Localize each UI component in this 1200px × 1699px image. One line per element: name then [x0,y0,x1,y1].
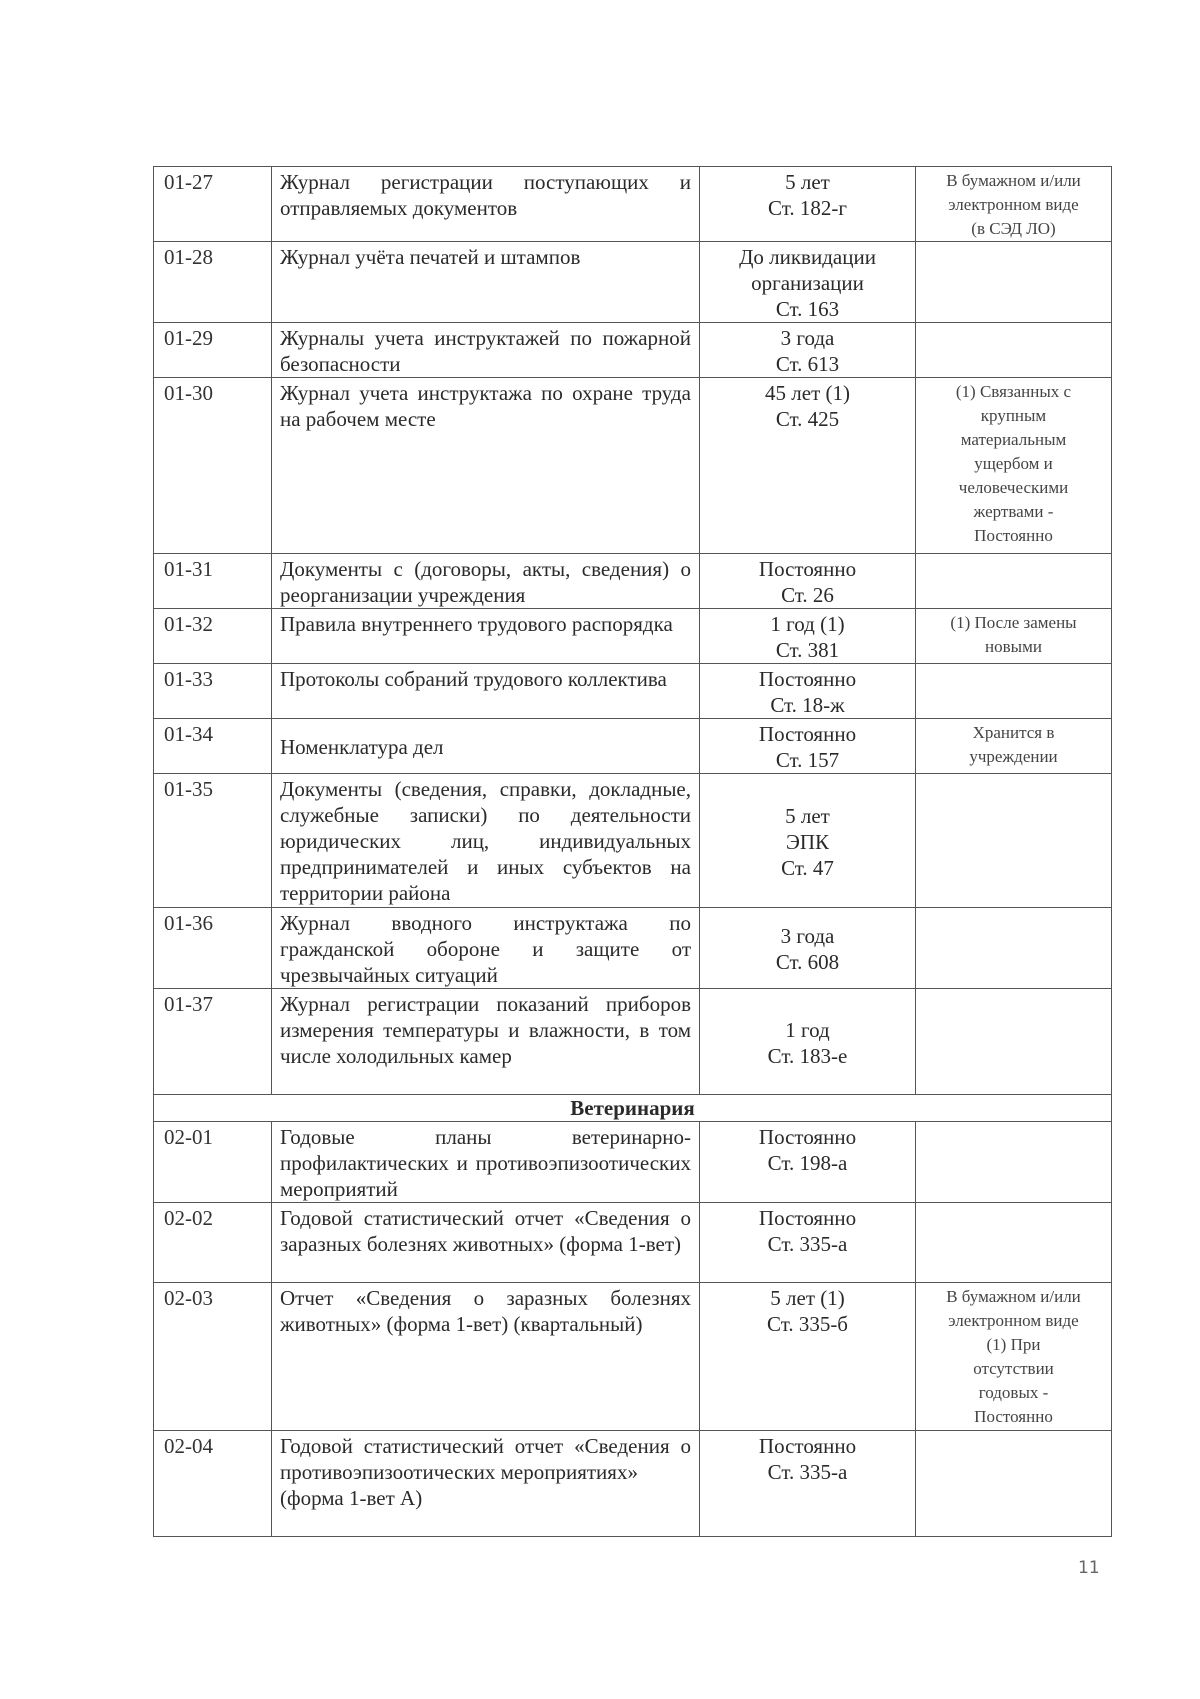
row-title: Журнал регистрации показаний приборов измерения температуры и влажности, в том числе холодильных камер [272,989,700,1095]
row-term: 1 год (1) Ст. 381 [700,609,916,664]
row-index: 01-33 [154,664,272,719]
row-term: До ликвидации организации Ст. 163 [700,242,916,323]
row-title: Документы с (договоры, акты, сведения) о реорганизации учреждения [272,554,700,609]
row-term: Постоянно Ст. 335-а [700,1203,916,1283]
row-index: 02-04 [154,1431,272,1537]
row-title: Правила внутреннего трудового распорядка [272,609,700,664]
row-title: Журналы учета инструктажей по пожарной безопасности [272,323,700,378]
row-index: 01-36 [154,908,272,989]
row-title: Протоколы собраний трудового коллектива [272,664,700,719]
row-term: Постоянно Ст. 335-а [700,1431,916,1537]
table-row [154,1203,1112,1283]
table-row [154,378,1112,554]
row-index: 01-27 [154,167,272,242]
row-index: 02-03 [154,1283,272,1431]
table-row [154,609,1112,664]
table-row [154,908,1112,989]
nomenclature-table [153,166,1112,1537]
row-term: 3 года Ст. 608 [700,908,916,989]
row-note [916,908,1112,989]
row-note [916,1203,1112,1283]
row-title: Журнал вводного инструктажа по гражданской обороне и защите от чрезвычайных ситуаций [272,908,700,989]
row-note [916,1122,1112,1203]
row-title: Годовой статистический отчет «Сведения о противоэпизоотических мероприятиях» (форма 1-вет А) [272,1431,700,1537]
row-title: Журнал учёта печатей и штампов [272,242,700,323]
table-row [154,1431,1112,1537]
row-note: (1) После замены новыми [916,609,1112,664]
section-title: Ветеринария [154,1095,1112,1122]
row-note [916,554,1112,609]
row-term: 5 лет ЭПК Ст. 47 [700,774,916,908]
row-term: 1 год Ст. 183-е [700,989,916,1095]
row-title: Отчет «Сведения о заразных болезнях животных» (форма 1-вет) (квартальный) [272,1283,700,1431]
row-note [916,1431,1112,1537]
row-term: 5 лет Ст. 182-г [700,167,916,242]
row-title: Документы (сведения, справки, докладные, служебные записки) по деятельности юридических лиц, индивидуальных предпринимателей и иных субъектов на территории района [272,774,700,908]
table-row [154,989,1112,1095]
row-note [916,989,1112,1095]
row-index: 01-32 [154,609,272,664]
row-note [916,242,1112,323]
row-term: Постоянно Ст. 157 [700,719,916,774]
row-title: Журнал учета инструктажа по охране труда на рабочем месте [272,378,700,554]
table-row [154,323,1112,378]
row-term: Постоянно Ст. 198-а [700,1122,916,1203]
table-row [154,1283,1112,1431]
row-note: В бумажном и/или электронном виде (1) При отсутствии годовых - Постоянно [916,1283,1112,1431]
table-row [154,719,1112,774]
row-index: 01-30 [154,378,272,554]
section-row [154,1095,1112,1122]
row-term: 3 года Ст. 613 [700,323,916,378]
table-row [154,664,1112,719]
row-term: Постоянно Ст. 26 [700,554,916,609]
row-note [916,664,1112,719]
row-index: 02-02 [154,1203,272,1283]
row-index: 01-29 [154,323,272,378]
row-term: 45 лет (1) Ст. 425 [700,378,916,554]
row-note [916,774,1112,908]
row-note: В бумажном и/или электронном виде (в СЭД ЛО) [916,167,1112,242]
table-row [154,1122,1112,1203]
row-title: Журнал регистрации поступающих и отправляемых документов [272,167,700,242]
table-row [154,554,1112,609]
row-index: 01-31 [154,554,272,609]
row-index: 01-35 [154,774,272,908]
table-row [154,167,1112,242]
row-index: 01-28 [154,242,272,323]
row-term: Постоянно Ст. 18-ж [700,664,916,719]
row-index: 01-34 [154,719,272,774]
page-number: 11 [1078,1558,1100,1578]
row-note: Хранится в учреждении [916,719,1112,774]
row-index: 02-01 [154,1122,272,1203]
row-title: Годовой статистический отчет «Сведения о заразных болезнях животных» (форма 1-вет) [272,1203,700,1283]
row-index: 01-37 [154,989,272,1095]
table-row [154,774,1112,908]
row-term: 5 лет (1) Ст. 335-б [700,1283,916,1431]
row-note: (1) Связанных с крупным материальным ущербом и человеческими жертвами - Постоянно [916,378,1112,554]
row-title: Номенклатура дел [272,719,700,774]
row-note [916,323,1112,378]
table-row [154,242,1112,323]
row-title: Годовые планы ветеринарно-профилактических и противоэпизоотических мероприятий [272,1122,700,1203]
